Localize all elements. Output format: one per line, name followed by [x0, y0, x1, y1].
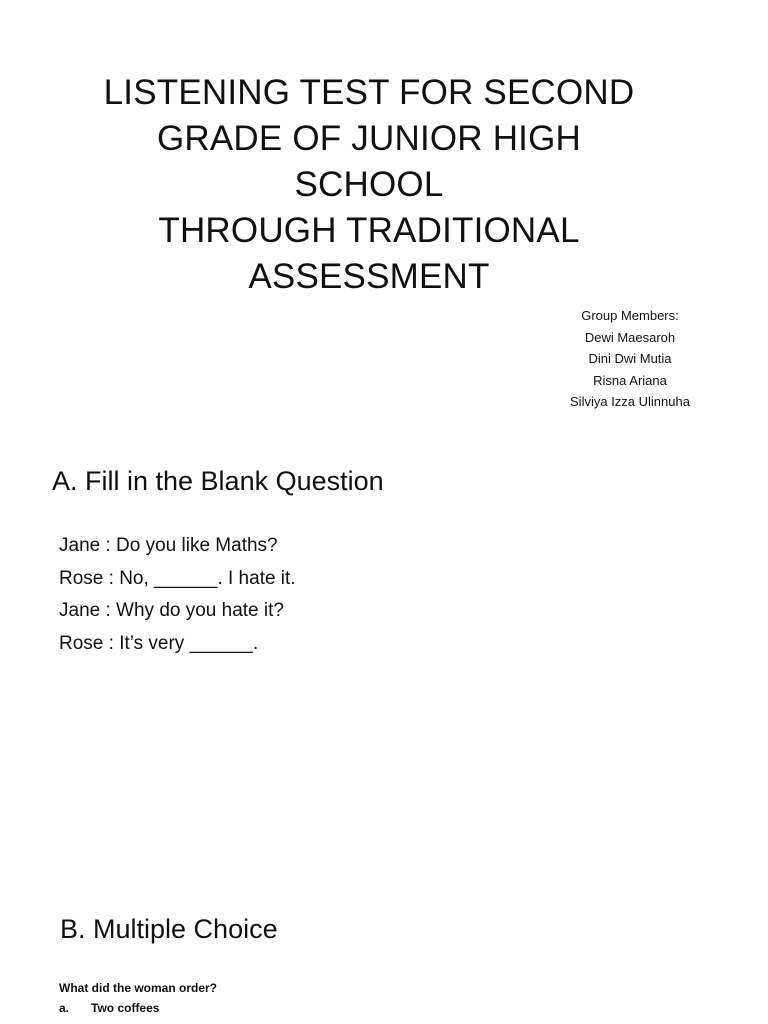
member-name: Risna Ariana	[593, 372, 667, 388]
option-marker: a.	[59, 1001, 70, 1015]
title-line: LISTENING TEST FOR SECOND	[103, 73, 635, 112]
member-name: Silviya Izza Ulinnuha	[570, 394, 690, 409]
dialogue-line: Jane : Why do you hate it?	[59, 600, 284, 621]
title-line: THROUGH TRADITIONAL	[158, 211, 580, 250]
group-members	[540, 305, 720, 413]
member-name: Dini Dwi Mutia	[588, 351, 672, 366]
document-title	[60, 70, 678, 300]
dialogue-line: Rose : It’s very ______.	[59, 632, 259, 654]
dialogue-line: Rose : No, ______. I hate it.	[59, 567, 296, 589]
title-line: SCHOOL	[294, 165, 444, 204]
fill-in-blank-slide	[0, 434, 768, 884]
multiple-choice-question	[59, 978, 217, 1018]
title-line: GRADE OF JUNIOR HIGH	[156, 119, 582, 158]
dialogue-line: Jane : Do you like Maths?	[59, 535, 278, 556]
member-name: Dewi Maesaroh	[584, 329, 676, 345]
title-line: ASSESSMENT	[248, 257, 490, 296]
section-heading-fill-in-blank: A. Fill in the Blank Question	[52, 466, 384, 496]
section-heading-multiple-choice: B. Multiple Choice	[60, 914, 278, 944]
option-text: Two coffees	[91, 1001, 160, 1015]
title-slide	[0, 0, 768, 434]
multiple-choice-slide	[0, 884, 768, 1024]
answer-option	[59, 998, 217, 1018]
group-members-heading: Group Members:	[581, 308, 679, 323]
question-text: What did the woman order?	[59, 981, 217, 995]
dialogue	[59, 530, 296, 660]
